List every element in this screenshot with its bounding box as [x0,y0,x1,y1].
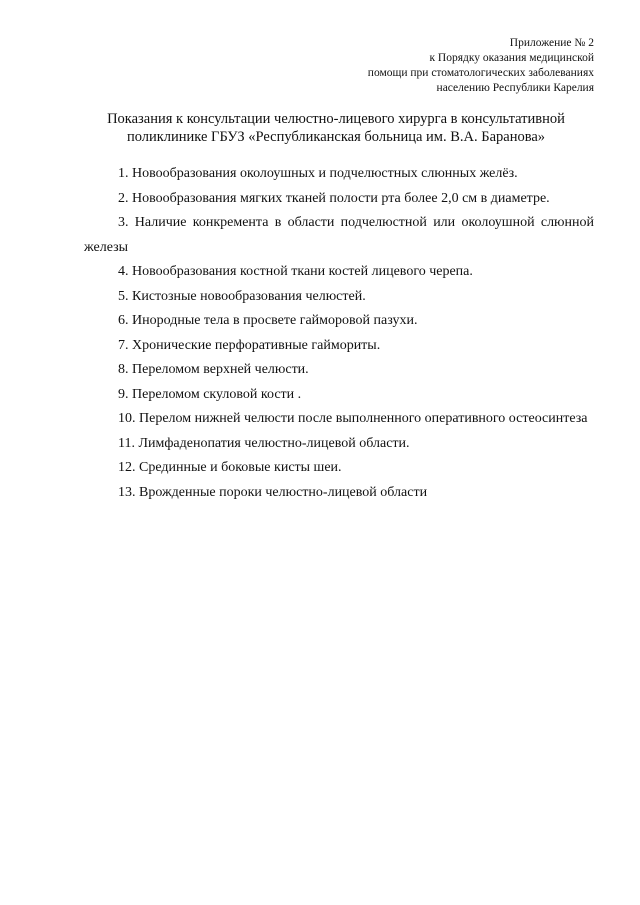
list-item: 11. Лимфаденопатия челюстно-лицевой области. [118,435,410,451]
list-item: 12. Срединные и боковые кисты шеи. [118,460,342,475]
list-item: 9. Переломом скуловой кости . [118,386,302,402]
title-line-1: Показания к консультации челюстно-лицевого хирурга в консультативной [107,111,565,127]
indications-list [84,162,594,505]
list-item: 4. Новообразования костной ткани костей лицевого черепа. [118,264,473,279]
appendix-scope-line: помощи при стоматологических заболеваниях [367,67,594,79]
appendix-number: Приложение № 2 [509,37,594,49]
list-item: 6. Инородные тела в просвете гайморовой пазухи. [118,313,418,328]
title-line-2: поликлинике ГБУЗ «Республиканская больница им. В.А. Баранова» [126,129,546,145]
list-item: 3. Наличие конкремента в области подчелюстной или околоушной слюнной железы [84,215,594,255]
appendix-header [294,36,594,96]
list-item: 5. Кистозные новообразования челюстей. [118,288,366,304]
appendix-region-line: населению Республики Карелия [436,82,594,94]
list-item: 7. Хронические перфоративные гаймориты. [118,337,381,353]
document-title [80,110,592,146]
list-item: 2. Новообразования мягких тканей полости рта более 2,0 см в диаметре. [118,190,550,206]
list-item: 1. Новообразования околоушных и подчелюстных слюнных желёз. [118,166,518,181]
list-item: 13. Врожденные пороки челюстно-лицевой области [118,484,428,500]
list-item: 8. Переломом верхней челюсти. [118,362,309,377]
list-item: 10. Перелом нижней челюсти после выполненного оперативного остеосинтеза [118,411,588,426]
appendix-order-line: к Порядку оказания медицинской [429,52,594,64]
